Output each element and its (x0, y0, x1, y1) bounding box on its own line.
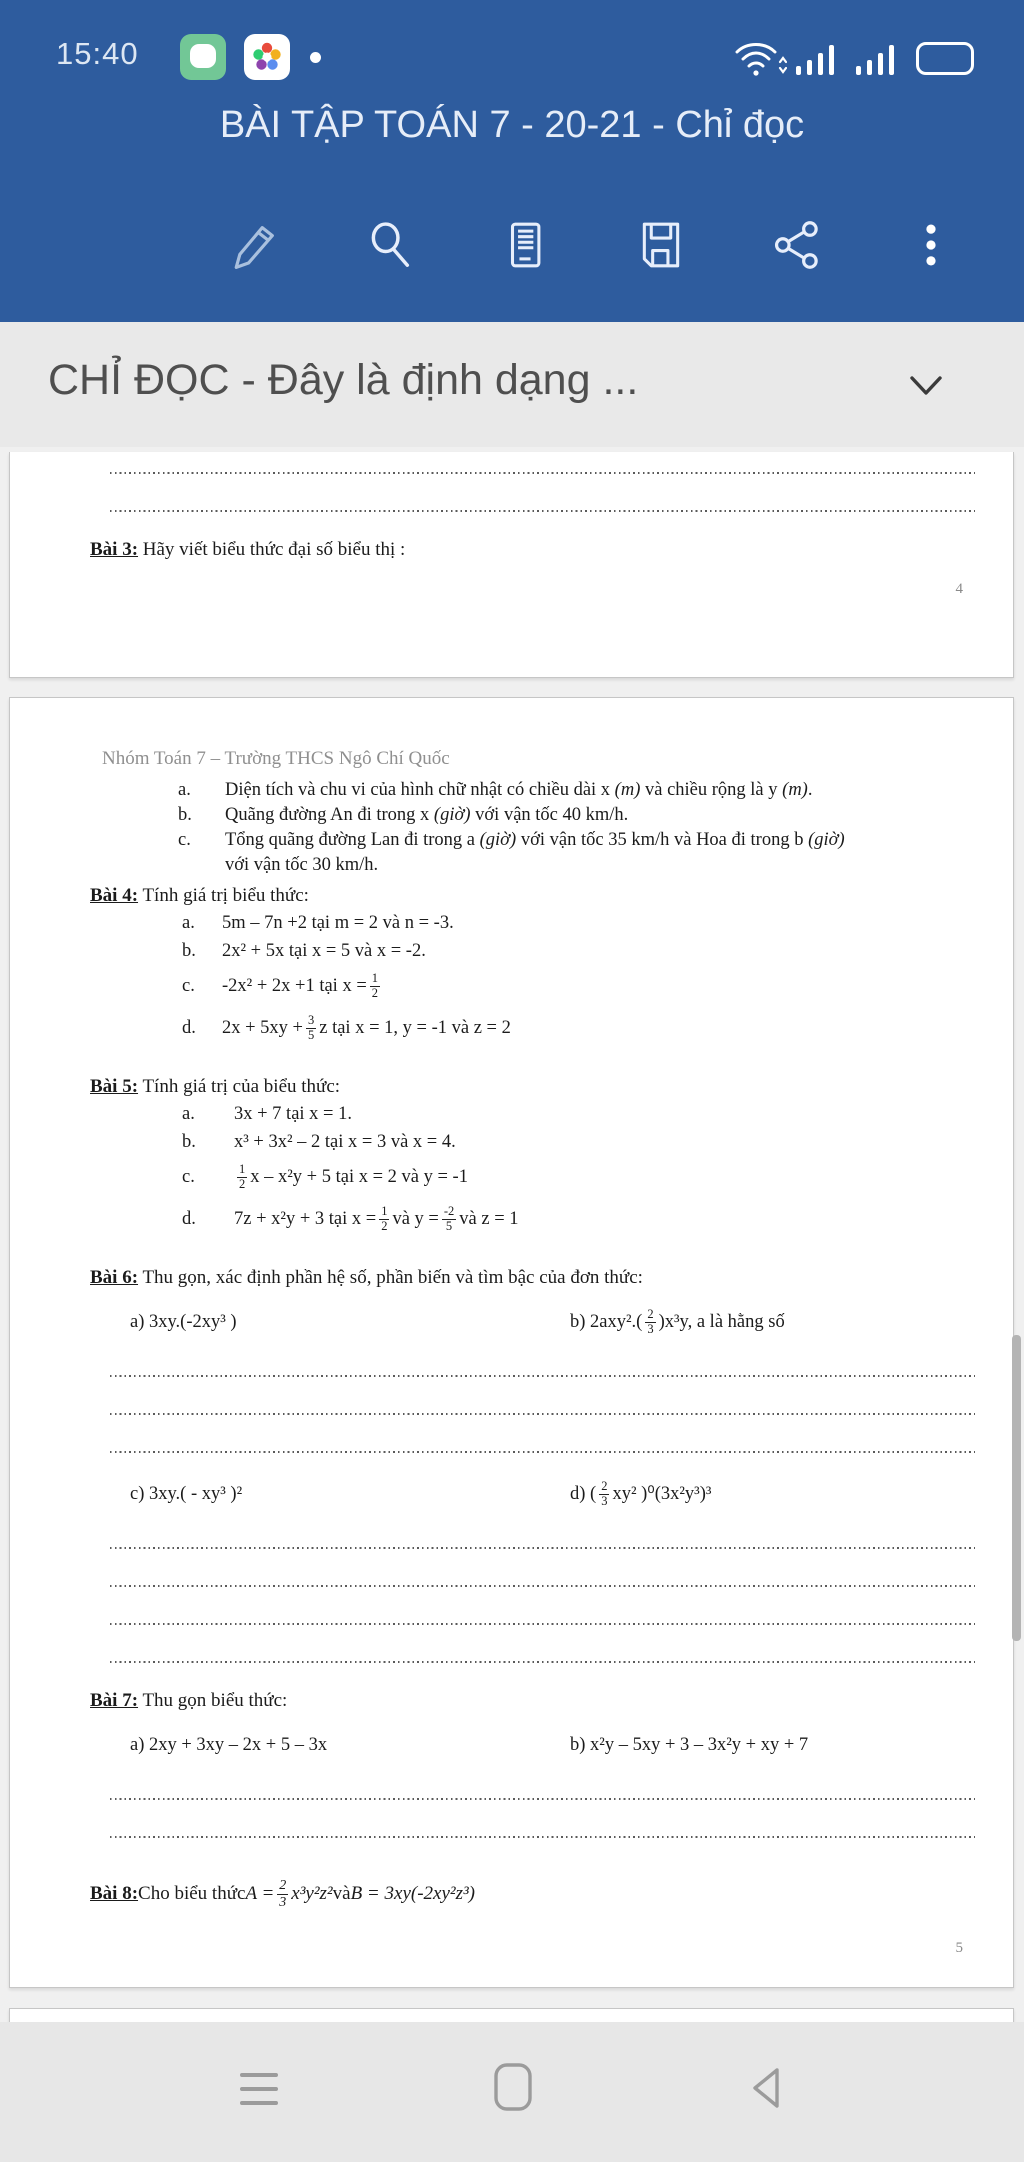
recent-apps-button[interactable] (224, 2054, 294, 2124)
dotted-answer-line (110, 1798, 975, 1800)
doc-line-bhead: Bài 7: Thu gọn biểu thức: (90, 1690, 288, 1711)
doc-line-bhead: Bài 4: Tính giá trị biểu thức: (90, 885, 309, 906)
home-button[interactable] (478, 2052, 548, 2122)
overflow-menu-icon (918, 219, 944, 271)
doc-line-bhead: Bài 6: Thu gọn, xác định phần hệ số, phần biến và tìm bậc của đơn thức: (90, 1267, 643, 1288)
toolbar (52, 210, 960, 280)
recent-apps-icon (234, 2067, 284, 2111)
document-canvas[interactable] (0, 447, 1024, 2022)
overflow-menu-button[interactable] (902, 216, 960, 274)
doc-line-item: b. Quãng đường An đi trong x (giờ) với vận tốc 40 km/h. (178, 805, 629, 825)
edit-button[interactable] (226, 216, 284, 274)
dotted-answer-line (110, 1661, 975, 1663)
fraction: 2 3 (647, 1306, 654, 1336)
dotted-answer-line (110, 1375, 975, 1377)
mobile-view-icon (500, 219, 550, 271)
doc-line-twocol: a) 2xy + 3xy – 2x + 5 – 3x b) x²y – 5xy + 3 – 3x²y + xy + 7 (130, 1734, 809, 1755)
dotted-answer-line (110, 1413, 975, 1415)
home-icon (492, 2061, 534, 2113)
doc-line-twocol: c) 3xy.( - xy³ )² d) ( 2 3 xy² )⁰(3x²y³)³ (130, 1478, 712, 1508)
doc-line-item2: với vận tốc 30 km/h. (225, 855, 379, 875)
document-page-next[interactable] (9, 2008, 1014, 2022)
chevron-down-icon[interactable] (902, 368, 950, 409)
doc-line-item: a. Diện tích và chu vi của hình chữ nhật có chiều dài x (m) và chiều rộng là y (m). (178, 780, 813, 800)
status-time: 15:40 (56, 36, 139, 71)
save-icon (636, 219, 686, 271)
dotted-answer-line (110, 472, 975, 474)
doc-line-twocol: a) 3xy.(-2xy³ ) b) 2axy².( 2 3 )x³y, a là hằng số (130, 1306, 785, 1336)
back-icon (745, 2064, 789, 2112)
doc-line-subf: c. -2x² + 2x +1 tại x = $\frac{1}{2}$ (182, 970, 378, 1000)
doc-line-sub: a. 3x + 7 tại x = 1. (182, 1104, 352, 1124)
app-header (0, 0, 1024, 322)
dotted-answer-line (110, 1585, 975, 1587)
dotted-answer-line (110, 1451, 975, 1453)
scrollbar-thumb[interactable] (1012, 1335, 1021, 1641)
doc-line-subf: c. 1 2 x – x²y + 5 tại x = 2 và y = -1 (182, 1161, 468, 1191)
green-app-notification-icon (180, 34, 226, 80)
doc-line-dochead: Nhóm Toán 7 – Trường THCS Ngô Chí Quốc (102, 748, 450, 769)
doc-line-subf: d. 2x + 5xy + $\frac{3}{5}$ z tại x = 1, y = -1 và z = 2 (182, 1012, 511, 1042)
doc-line-item: c. Tổng quãng đường Lan đi trong a (giờ) với vận tốc 35 km/h và Hoa đi trong b (giờ) (178, 830, 845, 850)
readonly-banner[interactable] (0, 322, 1024, 447)
document-page-4[interactable] (9, 452, 1014, 678)
dotted-answer-line (110, 1547, 975, 1549)
save-button[interactable] (632, 216, 690, 274)
fraction: $\frac{-2}{5}$ (443, 1203, 455, 1233)
doc-line-subf: d. 7z + x²y + 3 tại x = $\frac{1}{2}$ và y = $\frac{-2}{5}$ và z = 1 (182, 1203, 519, 1233)
android-nav-bar (0, 2022, 1024, 2162)
doc-line-pagenum: 4 (955, 581, 963, 597)
fraction: $\frac{1}{2}$ (381, 1203, 388, 1233)
wifi-icon (733, 38, 787, 85)
battery-icon (916, 42, 974, 75)
doc-line-bhead: Bài 3: Hãy viết biểu thức đại số biểu thị : (90, 539, 406, 560)
document-title: BÀI TẬP TOÁN 7 - 20-21 - Chỉ đọc (219, 104, 805, 146)
fraction: $\frac{1}{2}$ (371, 970, 378, 1000)
readonly-banner-text: CHỈ ĐỌC - Đây là định dạng ... (48, 356, 639, 404)
signal-icon (794, 42, 840, 83)
star-app-notification-icon (244, 34, 290, 80)
fraction: 2 3 (601, 1478, 608, 1508)
doc-line-sub: a. 5m – 7n +2 tại m = 2 và n = -3. (182, 913, 454, 933)
document-page-5[interactable] (9, 697, 1014, 1988)
share-button[interactable] (767, 216, 825, 274)
dotted-answer-line (110, 510, 975, 512)
fraction: 1 2 (239, 1161, 246, 1191)
edit-pencil-icon (229, 219, 281, 271)
search-button[interactable] (361, 216, 419, 274)
notification-dot (310, 52, 321, 63)
mobile-view-button[interactable] (496, 216, 554, 274)
doc-line-sub: b. 2x² + 5x tại x = 5 và x = -2. (182, 941, 426, 961)
dotted-answer-line (110, 1623, 975, 1625)
back-button[interactable] (52, 216, 110, 274)
doc-line-mathline: Bài 8: Cho biểu thức A = $\frac{2}{3}$ x³y²z² và B = 3xy(-2xy²z³) (90, 1878, 476, 1910)
signal-icon (854, 42, 900, 83)
share-icon (771, 219, 821, 271)
back-nav-button[interactable] (732, 2053, 802, 2123)
fraction: $\frac{2}{3}$ (279, 1878, 287, 1910)
dotted-answer-line (110, 1836, 975, 1838)
doc-line-bhead: Bài 5: Tính giá trị của biểu thức: (90, 1076, 341, 1097)
fraction: $\frac{3}{5}$ (308, 1012, 315, 1042)
search-icon (364, 219, 416, 271)
doc-line-pagenum: 5 (955, 1940, 963, 1956)
doc-line-sub: b. x³ + 3x² – 2 tại x = 3 và x = 4. (182, 1132, 456, 1152)
